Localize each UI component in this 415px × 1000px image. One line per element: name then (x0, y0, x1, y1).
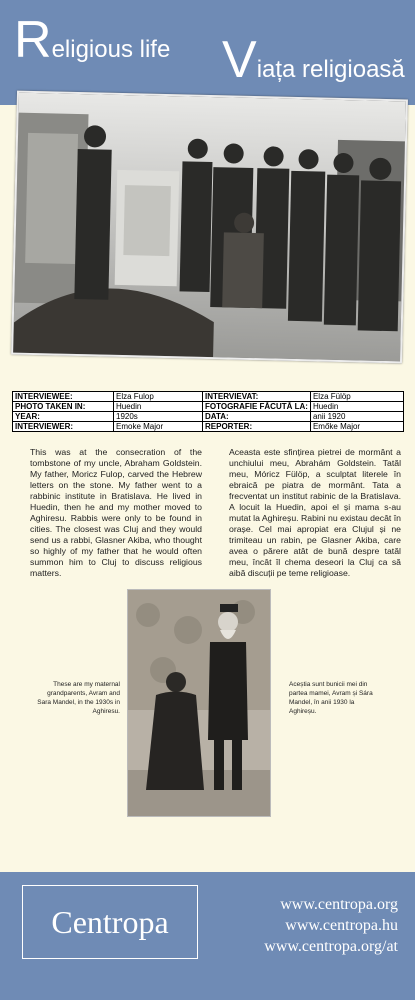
centropa-logo: Centropa (22, 885, 198, 959)
link-centropa-org[interactable]: www.centropa.org (280, 896, 398, 913)
table-row: DATA: anii 1920 (203, 412, 404, 422)
table-row: REPORTER: Emőke Major (203, 422, 404, 432)
info-table-english (12, 391, 214, 432)
story-text-romanian: Aceasta este sfințirea pietrei de mormânt a unchiului meu, Abrahám Goldstein. Tatăl meu, Móricz Fülöp, a sculptat literele în ebraică pe piatra de mormânt. Tata a frecventat un institut rabinic de la Bratislava. A locuit la Huedin, apoi el și mama s-au mutat la Aghireșu. Rabini nu existau decât în orașe. Cel mai apropiat era Clujul și ne trimiteau un rabin, pe Glasner Akiba, care avea o părere atât de bună despre tatăl meu, încât îl chema deseori la Cluj ca să aibă discuții pe teme religioase. (229, 447, 401, 578)
info-table-romanian (202, 391, 404, 432)
table-row: INTERVIEWEE: Elza Fulop (13, 392, 214, 402)
title-english: Religious life (14, 11, 171, 69)
photo-caption-romanian: Aceștia sunt bunicii mei din partea mamei, Avram și Sára Mandel, în anii 1930 la Aghireșu. (289, 681, 373, 715)
footer-links (240, 894, 398, 957)
photo-caption-english: These are my maternal grandparents, Avram and Sara Mandel, in the 1930s in Aghiresu. (37, 681, 120, 715)
link-centropa-org-at[interactable]: www.centropa.org/at (264, 938, 398, 955)
story-text-english: This was at the consecration of the tombstone of my uncle, Abraham Goldstein. My father, Moricz Fulop, carved the Hebrew letters on the stone. My father went to a rabbinic institute in Bratislava. He lived in Huedin, then he and my mother moved to Aghiresu. Rabbis were only to be found in cities. The closest was Cluj and they would send us a rabbi, Glasner Akiba, who thought so highly of my father that he would often summon him to Cluj to discuss religious matters. (30, 447, 202, 578)
table-row: YEAR: 1920s (13, 412, 214, 422)
tombstone-consecration-photo (11, 91, 408, 364)
table-row: FOTOGRAFIE FĂCUTĂ LA: Huedin (203, 402, 404, 412)
table-row: PHOTO TAKEN IN: Huedin (13, 402, 214, 412)
table-row: INTERVIEVAT: Elza Fülöp (203, 392, 404, 402)
title-romanian: Viața religioasă (222, 31, 405, 89)
grandparents-photo (127, 589, 271, 817)
table-row: INTERVIEWER: Emoke Major (13, 422, 214, 432)
link-centropa-hu[interactable]: www.centropa.hu (285, 917, 398, 934)
